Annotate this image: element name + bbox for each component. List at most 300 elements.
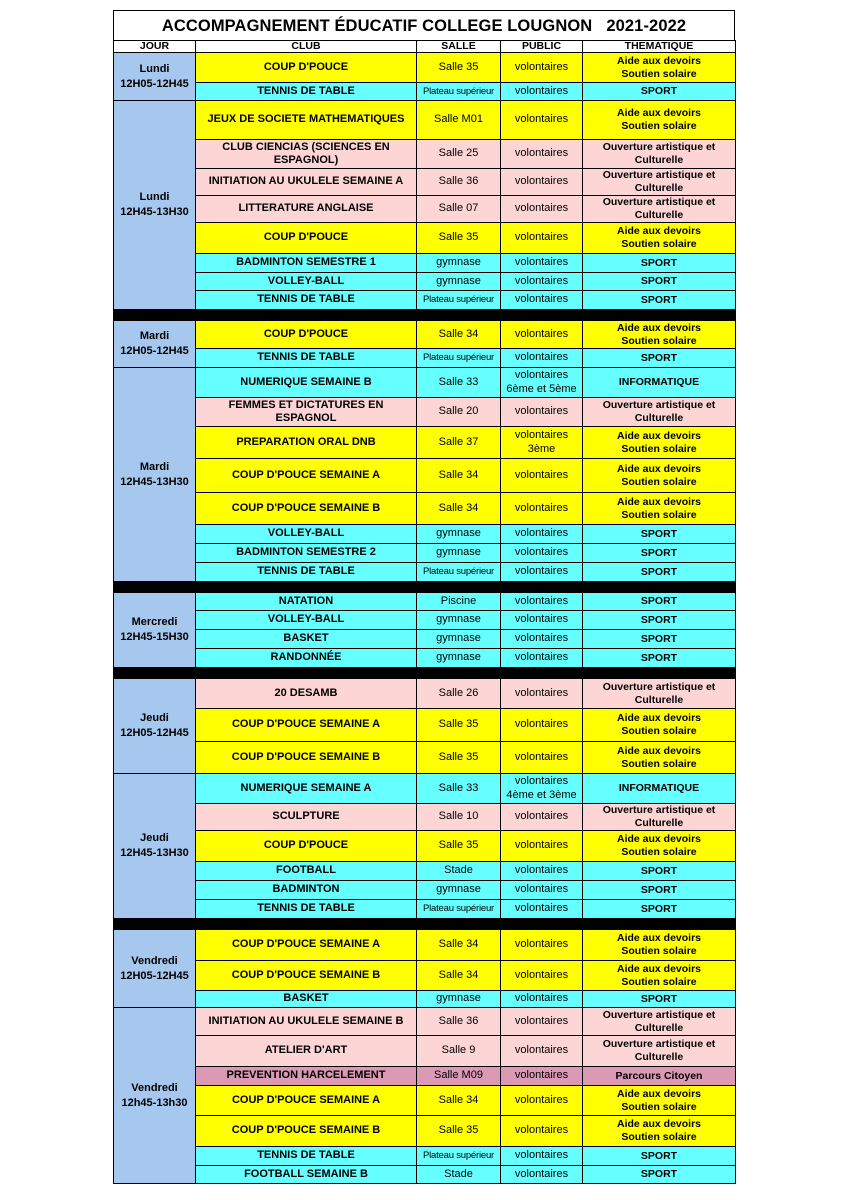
thematique-line: SPORT [640, 256, 678, 269]
club-cell: RANDONNÉE [196, 649, 417, 668]
table-row [114, 1147, 736, 1166]
day-time: 12H45-15H30 [120, 631, 189, 643]
public-line: volontaires [514, 369, 569, 381]
salle-cell: gymnase [417, 273, 501, 291]
thematique-line: Soutien solaire [621, 120, 697, 132]
day-time: 12H45-13H30 [120, 206, 189, 218]
thematique-line: Aide aux devoirs [616, 962, 702, 975]
thematique-line: Ouverture artistique et [602, 1008, 716, 1021]
thematique-cell [583, 991, 736, 1008]
thematique-line: Ouverture artistique et [602, 169, 716, 181]
table-row [114, 900, 736, 919]
table-row [114, 101, 736, 140]
table-row [114, 1008, 736, 1036]
thematique-line: Aide aux devoirs [616, 495, 702, 508]
thematique-line: Soutien solaire [621, 1100, 697, 1113]
club-cell: COUP D'POUCE SEMAINE B [196, 961, 417, 991]
thematique-line: Soutien solaire [621, 442, 697, 455]
day-separator [114, 668, 736, 679]
public-cell [501, 101, 583, 140]
day-cell [114, 679, 196, 774]
club-cell: INITIATION AU UKULELE SEMAINE A [196, 169, 417, 196]
thematique-line: Aide aux devoirs [616, 744, 702, 757]
public-cell [501, 223, 583, 254]
day-separator [114, 582, 736, 593]
public-line: volontaires [514, 175, 569, 188]
club-cell: FEMMES ET DICTATURES EN ESPAGNOL [196, 398, 417, 427]
club-cell: INITIATION AU UKULELE SEMAINE B [196, 1008, 417, 1036]
table-row [114, 774, 736, 804]
public-cell [501, 273, 583, 291]
thematique-line: SPORT [640, 632, 678, 645]
thematique-line: Aide aux devoirs [616, 321, 702, 334]
header-jour: JOUR [114, 41, 196, 53]
club-cell: BADMINTON SEMESTRE 2 [196, 544, 417, 563]
club-cell: NUMERIQUE SEMAINE B [196, 368, 417, 398]
table-row [114, 493, 736, 525]
salle-cell: Plateau supérieur [417, 291, 501, 310]
thematique-line: Ouverture artistique et [602, 399, 716, 411]
thematique-line: Parcours Citoyen [615, 1069, 703, 1082]
thematique-cell [583, 459, 736, 493]
salle-cell: Plateau supérieur [417, 1147, 501, 1166]
salle-cell: gymnase [417, 630, 501, 649]
club-cell: TENNIS DE TABLE [196, 349, 417, 368]
public-cell [501, 593, 583, 611]
public-line: volontaires [514, 902, 569, 915]
salle-cell: Salle 9 [417, 1036, 501, 1067]
public-line: volontaires [514, 468, 569, 481]
thematique-line: Soutien solaire [621, 975, 697, 988]
thematique-line: Culturelle [634, 154, 684, 166]
public-cell [501, 900, 583, 919]
separator-bar [114, 582, 736, 593]
thematique-cell [583, 321, 736, 349]
thematique-line: Soutien solaire [621, 508, 697, 521]
header-club: CLUB [196, 41, 417, 53]
salle-cell: Salle 34 [417, 493, 501, 525]
table-row [114, 1067, 736, 1086]
public-line: volontaires [514, 686, 569, 699]
thematique-line: SPORT [640, 864, 678, 877]
public-cell [501, 368, 583, 398]
public-cell [501, 742, 583, 774]
public-cell [501, 1147, 583, 1166]
salle-cell: gymnase [417, 254, 501, 273]
public-line: volontaires [514, 1044, 569, 1057]
thematique-cell [583, 630, 736, 649]
club-cell: COUP D'POUCE SEMAINE A [196, 930, 417, 961]
thematique-line: Aide aux devoirs [616, 107, 702, 119]
salle-cell: Salle 20 [417, 398, 501, 427]
thematique-line: Aide aux devoirs [616, 54, 702, 67]
salle-cell: Salle M01 [417, 101, 501, 140]
table-row [114, 254, 736, 273]
thematique-line: SPORT [640, 1149, 678, 1162]
public-cell [501, 831, 583, 862]
club-cell: TENNIS DE TABLE [196, 1147, 417, 1166]
thematique-line: INFORMATIQUE [618, 376, 700, 388]
thematique-cell [583, 804, 736, 831]
public-line: volontaires [514, 293, 569, 306]
salle-cell: Salle 34 [417, 1086, 501, 1116]
public-line: volontaires [514, 1093, 569, 1106]
thematique-cell [583, 1036, 736, 1067]
club-cell: TENNIS DE TABLE [196, 900, 417, 919]
public-cell [501, 679, 583, 709]
public-cell [501, 459, 583, 493]
thematique-line: SPORT [640, 565, 678, 578]
page-title: ACCOMPAGNEMENT ÉDUCATIF COLLEGE LOUGNON 2021-2022 [113, 10, 735, 42]
public-line: volontaires [514, 501, 569, 514]
table-row [114, 53, 736, 83]
salle-cell: gymnase [417, 991, 501, 1008]
table-row [114, 1086, 736, 1116]
day-separator [114, 919, 736, 930]
thematique-line: Aide aux devoirs [616, 429, 702, 442]
public-cell [501, 881, 583, 900]
club-cell: COUP D'POUCE SEMAINE B [196, 493, 417, 525]
public-cell [501, 991, 583, 1008]
day-cell [114, 321, 196, 368]
public-line: volontaires [514, 1014, 569, 1027]
public-cell [501, 1166, 583, 1184]
club-cell: 20 DESAMB [196, 679, 417, 709]
thematique-cell [583, 223, 736, 254]
public-line: volontaires [514, 113, 569, 126]
club-cell: FOOTBALL SEMAINE B [196, 1166, 417, 1184]
thematique-line: Culturelle [634, 693, 684, 706]
salle-cell: Salle 26 [417, 679, 501, 709]
day-separator [114, 310, 736, 321]
day-name: Lundi [139, 62, 170, 75]
public-cell [501, 649, 583, 668]
public-line: volontaires [514, 60, 569, 73]
club-cell: LITTERATURE ANGLAISE [196, 196, 417, 223]
public-line: volontaires [514, 1167, 569, 1180]
thematique-line: Soutien solaire [621, 238, 697, 250]
club-cell: PREVENTION HARCELEMENT [196, 1067, 417, 1086]
thematique-line: Culturelle [634, 1051, 684, 1063]
thematique-line: SPORT [640, 902, 678, 915]
day-name: Lundi [139, 191, 170, 203]
club-cell: FOOTBALL [196, 862, 417, 881]
salle-cell: Plateau supérieur [417, 349, 501, 368]
thematique-cell [583, 900, 736, 919]
thematique-line: SPORT [640, 275, 678, 287]
thematique-cell [583, 493, 736, 525]
public-cell [501, 291, 583, 310]
club-cell: VOLLEY-BALL [196, 611, 417, 630]
day-name: Jeudi [140, 712, 169, 724]
public-line: volontaires [514, 1069, 569, 1082]
header-public: PUBLIC [501, 41, 583, 53]
thematique-line: SPORT [640, 527, 678, 540]
club-cell: TENNIS DE TABLE [196, 563, 417, 582]
public-line: volontaires [514, 632, 569, 645]
salle-cell: Salle 34 [417, 930, 501, 961]
salle-cell: Plateau supérieur [417, 563, 501, 582]
club-cell: NUMERIQUE SEMAINE A [196, 774, 417, 804]
public-cell [501, 1116, 583, 1147]
table-row [114, 709, 736, 742]
club-cell: TENNIS DE TABLE [196, 291, 417, 310]
public-line: volontaires [514, 202, 569, 215]
salle-cell: Salle 10 [417, 804, 501, 831]
thematique-line: Soutien solaire [621, 1131, 697, 1143]
club-cell: PREPARATION ORAL DNB [196, 427, 417, 459]
club-cell: CLUB CIENCIAS (SCIENCES EN ESPAGNOL) [196, 140, 417, 169]
public-cell [501, 349, 583, 368]
thematique-cell [583, 83, 736, 101]
club-cell: BADMINTON SEMESTRE 1 [196, 254, 417, 273]
salle-cell: Salle 35 [417, 223, 501, 254]
day-time: 12H05-12H45 [120, 727, 189, 739]
separator-bar [114, 919, 736, 930]
day-cell [114, 368, 196, 582]
thematique-cell [583, 649, 736, 668]
thematique-cell [583, 611, 736, 630]
public-cell [501, 140, 583, 169]
day-time: 12H45-13H30 [120, 475, 189, 488]
public-cell [501, 398, 583, 427]
salle-cell: gymnase [417, 611, 501, 630]
day-time: 12H45-13H30 [120, 847, 189, 859]
salle-cell: Salle 35 [417, 742, 501, 774]
public-cell [501, 709, 583, 742]
public-cell [501, 525, 583, 544]
salle-cell: Salle 35 [417, 53, 501, 83]
day-time: 12H05-12H45 [120, 345, 189, 357]
table-row [114, 930, 736, 961]
public-line: volontaires [514, 327, 569, 340]
thematique-cell [583, 525, 736, 544]
public-line: volontaires [514, 231, 569, 244]
public-line: volontaires [514, 546, 569, 559]
public-line: volontaires [514, 775, 569, 787]
thematique-line: SPORT [640, 595, 678, 607]
thematique-line: Culturelle [634, 1021, 684, 1034]
club-cell: TENNIS DE TABLE [196, 83, 417, 101]
salle-cell: Plateau supérieur [417, 900, 501, 919]
thematique-cell [583, 196, 736, 223]
table-row [114, 273, 736, 291]
public-line: volontaires [514, 938, 569, 951]
public-cell [501, 1086, 583, 1116]
table-row [114, 991, 736, 1008]
club-cell: COUP D'POUCE [196, 223, 417, 254]
thematique-line: SPORT [640, 992, 678, 1005]
thematique-cell [583, 273, 736, 291]
club-cell: VOLLEY-BALL [196, 525, 417, 544]
day-name: Vendredi [131, 1081, 178, 1094]
salle-cell: Piscine [417, 593, 501, 611]
thematique-cell [583, 544, 736, 563]
day-cell [114, 101, 196, 310]
day-name: Vendredi [131, 954, 178, 967]
thematique-line: Culturelle [634, 412, 684, 424]
salle-cell: Salle 33 [417, 368, 501, 398]
table-row [114, 223, 736, 254]
day-cell [114, 593, 196, 668]
salle-cell: Salle 34 [417, 961, 501, 991]
club-cell: VOLLEY-BALL [196, 273, 417, 291]
public-line: volontaires [514, 1149, 569, 1162]
thematique-line: Culturelle [634, 209, 684, 221]
public-cell [501, 930, 583, 961]
table-row [114, 563, 736, 582]
thematique-line: SPORT [640, 613, 678, 626]
public-line: volontaires [514, 750, 569, 763]
public-line: volontaires [514, 594, 569, 607]
public-line: volontaires [514, 839, 569, 852]
public-line: volontaires [514, 810, 569, 823]
thematique-cell [583, 774, 736, 804]
thematique-line: SPORT [640, 85, 678, 97]
public-line: volontaires [514, 405, 569, 418]
public-cell [501, 493, 583, 525]
public-cell [501, 774, 583, 804]
thematique-line: Soutien solaire [621, 334, 697, 347]
thematique-cell [583, 398, 736, 427]
table-row [114, 525, 736, 544]
day-name: Mardi [139, 460, 170, 473]
public-line: volontaires [514, 351, 569, 364]
table-row [114, 140, 736, 169]
public-cell [501, 1067, 583, 1086]
header-row [114, 41, 736, 53]
thematique-line: Ouverture artistique et [602, 804, 716, 816]
schedule-table [113, 40, 736, 1184]
public-cell [501, 321, 583, 349]
thematique-cell [583, 427, 736, 459]
thematique-line: Aide aux devoirs [616, 932, 702, 944]
salle-cell: Salle 25 [417, 140, 501, 169]
public-line: 4ème et 3ème [506, 788, 577, 801]
public-line: volontaires [514, 651, 569, 664]
salle-cell: Salle 35 [417, 1116, 501, 1147]
public-cell [501, 1008, 583, 1036]
table-row [114, 83, 736, 101]
thematique-cell [583, 593, 736, 611]
public-cell [501, 563, 583, 582]
thematique-line: Aide aux devoirs [616, 1087, 702, 1100]
public-line: volontaires [514, 274, 569, 287]
public-cell [501, 630, 583, 649]
thematique-cell [583, 881, 736, 900]
salle-cell: gymnase [417, 525, 501, 544]
public-line: volontaires [514, 883, 569, 896]
thematique-cell [583, 563, 736, 582]
thematique-line: SPORT [640, 651, 678, 664]
salle-cell: Salle 36 [417, 1008, 501, 1036]
thematique-cell [583, 1008, 736, 1036]
thematique-line: Soutien solaire [621, 725, 697, 737]
day-cell [114, 53, 196, 101]
thematique-cell [583, 709, 736, 742]
thematique-cell [583, 742, 736, 774]
thematique-cell [583, 679, 736, 709]
table-row [114, 630, 736, 649]
table-row [114, 1036, 736, 1067]
header-salle: SALLE [417, 41, 501, 53]
club-cell: BASKET [196, 630, 417, 649]
public-cell [501, 1036, 583, 1067]
thematique-line: SPORT [640, 1168, 678, 1180]
salle-cell: Salle 35 [417, 709, 501, 742]
table-row [114, 349, 736, 368]
club-cell: JEUX DE SOCIETE MATHEMATIQUES [196, 101, 417, 140]
salle-cell: gymnase [417, 649, 501, 668]
thematique-cell [583, 831, 736, 862]
salle-cell: Stade [417, 1166, 501, 1184]
thematique-cell [583, 1067, 736, 1086]
thematique-line: SPORT [640, 351, 678, 364]
thematique-cell [583, 1166, 736, 1184]
thematique-line: Aide aux devoirs [616, 833, 702, 845]
salle-cell: Salle 35 [417, 831, 501, 862]
thematique-line: Ouverture artistique et [602, 680, 716, 693]
thematique-cell [583, 169, 736, 196]
table-row [114, 679, 736, 709]
public-cell [501, 169, 583, 196]
table-row [114, 804, 736, 831]
table-row [114, 1116, 736, 1147]
thematique-cell [583, 862, 736, 881]
table-row [114, 1166, 736, 1184]
thematique-line: Soutien solaire [621, 945, 697, 957]
public-line: volontaires [514, 718, 569, 731]
separator-bar [114, 310, 736, 321]
public-line: 6ème et 5ème [506, 382, 577, 395]
thematique-line: Culturelle [634, 182, 684, 194]
public-line: volontaires [514, 613, 569, 626]
table-row [114, 368, 736, 398]
public-cell [501, 961, 583, 991]
public-line: volontaires [514, 864, 569, 877]
club-cell: COUP D'POUCE SEMAINE A [196, 1086, 417, 1116]
salle-cell: Salle 36 [417, 169, 501, 196]
table-row [114, 593, 736, 611]
table-row [114, 459, 736, 493]
club-cell: COUP D'POUCE [196, 831, 417, 862]
thematique-cell [583, 961, 736, 991]
thematique-line: SPORT [640, 883, 678, 896]
table-row [114, 742, 736, 774]
public-cell [501, 254, 583, 273]
salle-cell: Stade [417, 862, 501, 881]
thematique-cell [583, 1147, 736, 1166]
public-cell [501, 427, 583, 459]
thematique-cell [583, 1086, 736, 1116]
thematique-cell [583, 101, 736, 140]
public-cell [501, 804, 583, 831]
salle-cell: Salle M09 [417, 1067, 501, 1086]
thematique-cell [583, 368, 736, 398]
public-cell [501, 83, 583, 101]
public-line: volontaires [514, 147, 569, 160]
day-cell [114, 930, 196, 1008]
club-cell: COUP D'POUCE SEMAINE B [196, 1116, 417, 1147]
salle-cell: Salle 34 [417, 459, 501, 493]
club-cell: SCULPTURE [196, 804, 417, 831]
public-line: 3ème [527, 442, 556, 455]
thematique-cell [583, 930, 736, 961]
thematique-line: Soutien solaire [621, 846, 697, 858]
salle-cell: Plateau supérieur [417, 83, 501, 101]
thematique-cell [583, 254, 736, 273]
thematique-line: Aide aux devoirs [616, 462, 702, 475]
